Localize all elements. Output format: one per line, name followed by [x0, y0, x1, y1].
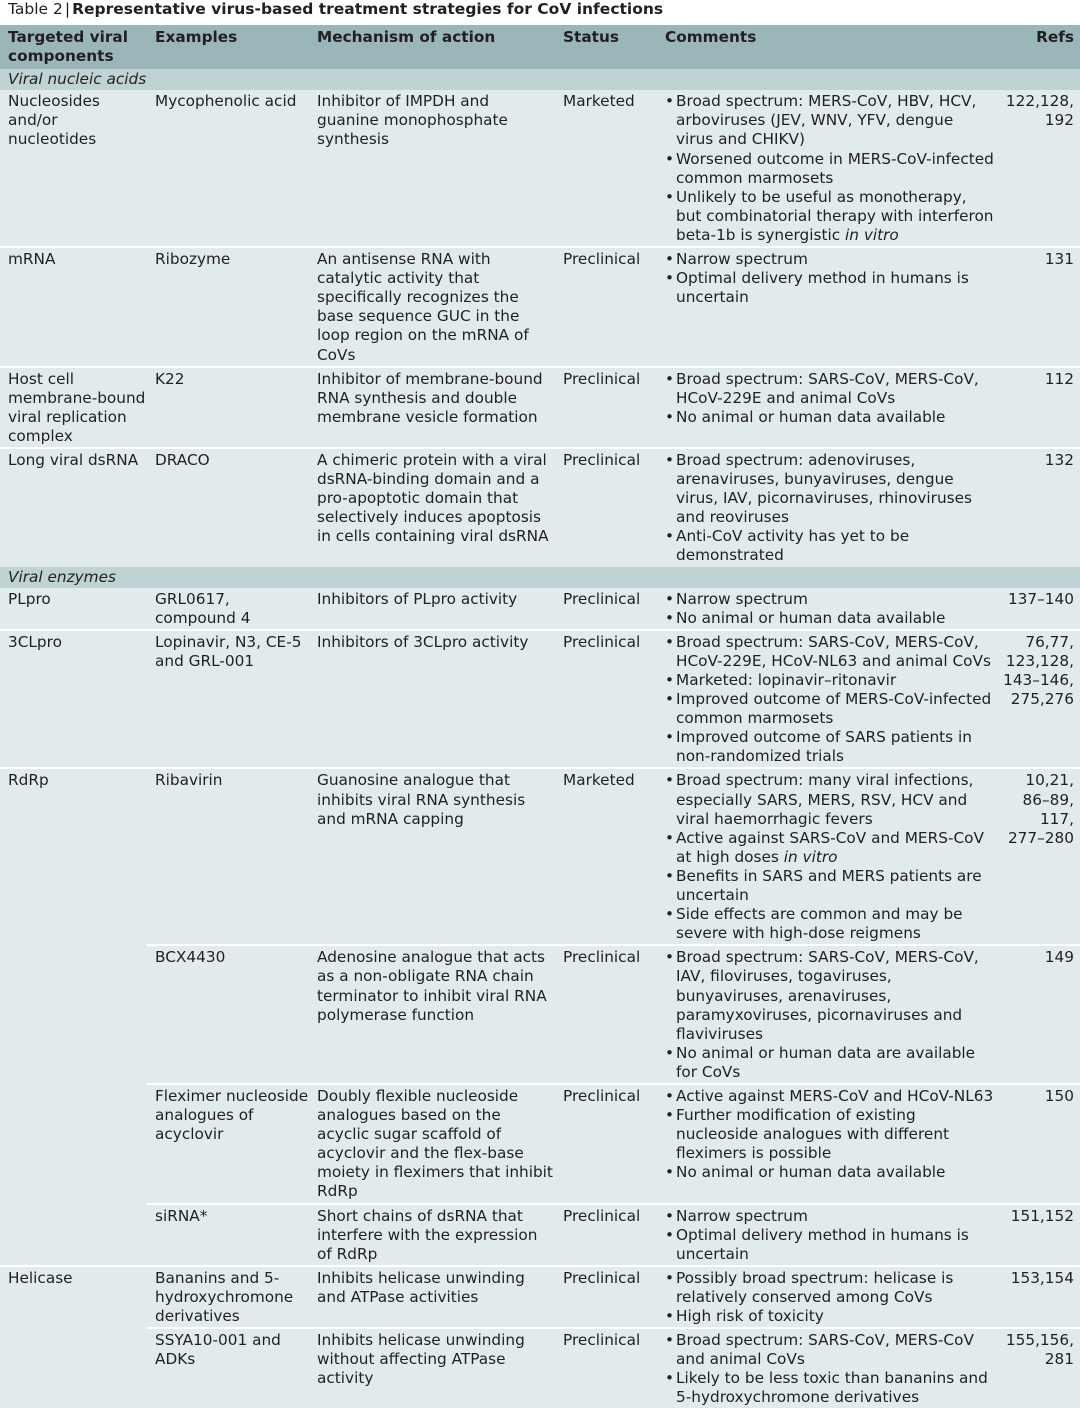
example-cell: Fleximer nucleoside analogues of acyclovir [147, 1084, 309, 1204]
target-cell: Nucleosides and/or nucleotides [0, 90, 147, 247]
status-cell: Preclinical [555, 367, 657, 448]
comments-cell [657, 1084, 995, 1204]
comment-item: • Optimal delivery method in humans is uncertain [665, 1226, 995, 1264]
comment-item: • Further modification of existing nucleoside analogues with different fleximers is possible [665, 1106, 995, 1163]
comment-item: • High risk of toxicity [665, 1307, 995, 1326]
ref-line: 149 [1044, 948, 1074, 967]
refs-cell [995, 768, 1080, 945]
header-comments: Comments [657, 25, 995, 69]
comment-item: • Narrow spectrum [665, 250, 995, 269]
mechanism-cell: Short chains of dsRNA that interfere with the expression of RdRp [309, 1204, 555, 1266]
mechanism-cell: Inhibitor of IMPDH and guanine monophosphate synthesis [309, 90, 555, 247]
example-cell: Ribavirin [147, 768, 309, 945]
comment-italic: in vitro [845, 225, 899, 244]
refs-cell [995, 90, 1080, 247]
comment-item: • Benefits in SARS and MERS patients are uncertain [665, 867, 995, 905]
ref-line: 137–140 [1007, 589, 1074, 608]
header-row [0, 25, 1080, 69]
comment-text: Active against SARS-CoV and MERS-CoV at high doses [676, 828, 984, 866]
comments-cell [657, 1328, 995, 1408]
example-cell: GRL0617, compound 4 [147, 588, 309, 630]
comments-cell [657, 1266, 995, 1328]
status-cell: Preclinical [555, 1328, 657, 1408]
comments-cell [657, 367, 995, 448]
table-row [0, 1328, 1080, 1408]
header-examples: Examples [147, 25, 309, 69]
table-row [0, 768, 1080, 945]
target-cell: RdRp [0, 768, 147, 1265]
comment-italic: in vitro [783, 847, 838, 866]
example-cell: Lopinavir, N3, CE-5 and GRL-001 [147, 630, 309, 769]
comment-item: • Optimal delivery method in humans is uncertain [665, 269, 995, 307]
table-row [0, 1204, 1080, 1266]
refs-cell [995, 367, 1080, 448]
comments-cell [657, 1204, 995, 1266]
header-status: Status [555, 25, 657, 69]
mechanism-cell: Inhibitors of 3CLpro activity [309, 630, 555, 769]
ref-line: 281 [1044, 1350, 1074, 1369]
table-row [0, 1084, 1080, 1204]
example-cell: Mycophenolic acid [147, 90, 309, 247]
comment-item: • Broad spectrum: many viral infections, especially SARS, MERS, RSV, HCV and viral haemorrhagic fevers [665, 771, 995, 828]
comment-item: • Side effects are common and may be severe with high-dose reigmens [665, 905, 995, 943]
mechanism-cell: A chimeric protein with a viral dsRNA-binding domain and a pro-apoptotic domain that selectively induces apoptosis in cells containing viral dsRNA [309, 448, 555, 567]
comments-cell [657, 768, 995, 945]
table-row [0, 367, 1080, 448]
section-row [0, 69, 1080, 90]
comment-item: • No animal or human data available [665, 609, 995, 628]
table-title: Representative virus-based treatment strategies for CoV infections [72, 0, 664, 18]
example-cell: DRACO [147, 448, 309, 567]
status-cell: Preclinical [555, 1266, 657, 1328]
header-mechanism: Mechanism of action [309, 25, 555, 69]
table-row [0, 945, 1080, 1084]
comment-item: • Active against MERS-CoV and HCoV-NL63 [665, 1087, 995, 1106]
comment-item: • Anti-CoV activity has yet to be demonstrated [665, 527, 995, 565]
status-cell: Marketed [555, 90, 657, 247]
table-label: Table 2 [8, 0, 63, 18]
comment-item: • Improved outcome of SARS patients in non-randomized trials [665, 728, 995, 766]
target-cell: 3CLpro [0, 630, 147, 769]
example-cell: Ribozyme [147, 247, 309, 367]
treatment-strategies-table [0, 25, 1080, 1408]
comment-item: • No animal or human data available [665, 1163, 995, 1182]
comment-item: • No animal or human data available [665, 408, 995, 427]
section-viral-nucleic-acids: Viral nucleic acids [0, 69, 1080, 90]
comment-item: • Broad spectrum: adenoviruses, arenaviruses, bunyaviruses, dengue virus, IAV, picornaviruses, rhinoviruses and reoviruses [665, 451, 995, 527]
status-cell: Preclinical [555, 1204, 657, 1266]
mechanism-cell: Inhibits helicase unwinding without affecting ATPase activity [309, 1328, 555, 1408]
comment-item: • Improved outcome of MERS-CoV-infected common marmosets [665, 690, 995, 728]
comment-item: • Broad spectrum: SARS-CoV, MERS-CoV, IAV, filoviruses, togaviruses, bunyaviruses, arenaviruses, paramyxoviruses, picornaviruses and flaviviruses [665, 948, 995, 1043]
mechanism-cell: Inhibitors of PLpro activity [309, 588, 555, 630]
comment-item: • Broad spectrum: SARS-CoV, MERS-CoV, HCoV-229E, HCoV-NL63 and animal CoVs [665, 633, 995, 671]
section-row [0, 567, 1080, 588]
ref-line: 155,156, [1005, 1331, 1074, 1350]
refs-cell [995, 1204, 1080, 1266]
ref-line: 153,154 [1010, 1268, 1074, 1287]
comment-item: • Likely to be less toxic than bananins and 5-hydroxychromone derivatives [665, 1369, 995, 1407]
comment-item: • Broad spectrum: SARS-CoV, MERS-CoV, HCoV-229E and animal CoVs [665, 370, 995, 408]
comment-item: • Marketed: lopinavir–ritonavir [665, 671, 995, 690]
comment-item: • Possibly broad spectrum: helicase is relatively conserved among CoVs [665, 1269, 995, 1307]
target-cell: mRNA [0, 247, 147, 367]
refs-cell [995, 1084, 1080, 1204]
comment-item: • Worsened outcome in MERS-CoV-infected common marmosets [665, 150, 995, 188]
ref-line: 277–280 [1007, 828, 1074, 847]
example-cell: K22 [147, 367, 309, 448]
refs-cell [995, 1328, 1080, 1408]
refs-cell [995, 630, 1080, 769]
refs-cell [995, 945, 1080, 1084]
comment-item [665, 188, 995, 245]
ref-line: 151,152 [1010, 1206, 1074, 1225]
example-cell: siRNA* [147, 1204, 309, 1266]
status-cell: Preclinical [555, 630, 657, 769]
comment-item: • No animal or human data are available for CoVs [665, 1044, 995, 1082]
ref-line: 76,77, [1025, 632, 1074, 651]
ref-line: 275,276 [1010, 690, 1074, 709]
table-caption [8, 0, 663, 22]
target-cell: PLpro [0, 588, 147, 630]
refs-cell [995, 588, 1080, 630]
table-row [0, 588, 1080, 630]
header-targeted-components: Targeted viral components [0, 25, 147, 69]
mechanism-cell: Adenosine analogue that acts as a non-obligate RNA chain terminator to inhibit viral RNA polymerase function [309, 945, 555, 1084]
header-refs: Refs [995, 25, 1080, 69]
status-cell: Preclinical [555, 588, 657, 630]
ref-line: 86–89, [1022, 790, 1074, 809]
status-cell: Preclinical [555, 1084, 657, 1204]
comment-item [665, 829, 995, 867]
comments-cell [657, 630, 995, 769]
target-cell: Long viral dsRNA [0, 448, 147, 567]
ref-line: 10,21, [1025, 771, 1074, 790]
comment-item: • Broad spectrum: MERS-CoV, HBV, HCV, arboviruses (JEV, WNV, YFV, dengue virus and CHIKV) [665, 92, 995, 149]
status-cell: Marketed [555, 768, 657, 945]
section-viral-enzymes: Viral enzymes [0, 567, 1080, 588]
comment-item: • Narrow spectrum [665, 590, 995, 609]
target-cell: Helicase [0, 1266, 147, 1408]
mechanism-cell: An antisense RNA with catalytic activity that specifically recognizes the base sequence GUC in the loop region on the mRNA of CoVs [309, 247, 555, 367]
target-cell: Host cell membrane-bound viral replication complex [0, 367, 147, 448]
status-cell: Preclinical [555, 448, 657, 567]
mechanism-cell: Inhibitor of membrane-bound RNA synthesis and double membrane vesicle formation [309, 367, 555, 448]
comment-text: Unlikely to be useful as monotherapy, but combinatorial therapy with interferon beta-1b is synergistic [676, 187, 994, 244]
example-cell: Bananins and 5-hydroxychromone derivatives [147, 1266, 309, 1328]
status-cell: Preclinical [555, 247, 657, 367]
ref-line: 117, [1039, 809, 1074, 828]
ref-line: 123,128, [1005, 651, 1074, 670]
comments-cell [657, 90, 995, 247]
ref-line: 150 [1044, 1086, 1074, 1105]
mechanism-cell: Inhibits helicase unwinding and ATPase activities [309, 1266, 555, 1328]
ref-line: 192 [1044, 111, 1074, 130]
table-row [0, 448, 1080, 567]
refs-cell [995, 448, 1080, 567]
ref-line: 132 [1044, 450, 1074, 469]
table-row [0, 247, 1080, 367]
refs-cell [995, 247, 1080, 367]
refs-cell [995, 1266, 1080, 1328]
comments-cell [657, 247, 995, 367]
comments-cell [657, 945, 995, 1084]
example-cell: BCX4430 [147, 945, 309, 1084]
mechanism-cell: Guanosine analogue that inhibits viral RNA synthesis and mRNA capping [309, 768, 555, 945]
table-row [0, 1266, 1080, 1328]
comments-cell [657, 448, 995, 567]
comment-item: • Narrow spectrum [665, 1207, 995, 1226]
status-cell: Preclinical [555, 945, 657, 1084]
example-cell: SSYA10-001 and ADKs [147, 1328, 309, 1408]
table-row [0, 630, 1080, 769]
ref-line: 143–146, [1003, 671, 1074, 689]
comments-cell [657, 588, 995, 630]
ref-line: 131 [1044, 250, 1074, 269]
mechanism-cell: Doubly flexible nucleoside analogues based on the acyclic sugar scaffold of acyclovir and the flex-base moiety in fleximers that inhibit RdRp [309, 1084, 555, 1204]
ref-line: 122,128, [1005, 92, 1074, 111]
table-row [0, 90, 1080, 247]
comment-item: • Broad spectrum: SARS-CoV, MERS-CoV and animal CoVs [665, 1331, 995, 1369]
caption-separator: | [64, 0, 71, 18]
ref-line: 112 [1044, 369, 1074, 388]
